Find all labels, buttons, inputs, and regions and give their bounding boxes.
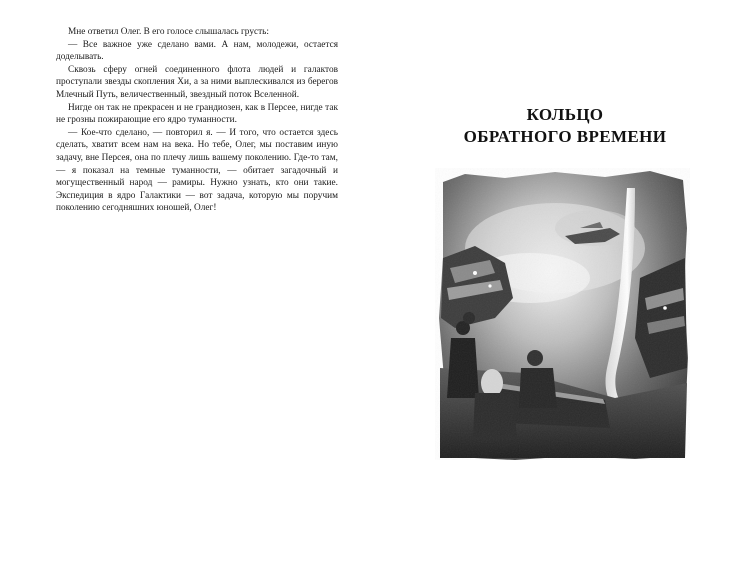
chapter-title (435, 104, 695, 148)
right-page (375, 0, 750, 561)
paragraph: — Кое-что сделано, — повторил я. — И того, что остается здесь сделать, хватит всем нам на века. Но тебе, Олег, мы поставим иную задачу, вне Персея, она по плечу лишь вашему поколению. Где-то там, — я показал на темные туманности, — обитает загадочный и могущественный народ — рамиры. Нужно узнать, кто они такие. Экспедиция в ядро Галактики — вот задача, которую мы поручим поколению сегодняшних юношей, Олег! (56, 127, 338, 214)
body-text (56, 26, 338, 215)
paragraph: Сквозь сферу огней соединенного флота людей и галактов проступали звезды скопления Хи, а за ними выплескивался из берегов Млечный Путь, величественный, звездный поток Вселенной. (56, 64, 338, 100)
chapter-title-line-1: КОЛЬЦО (526, 105, 604, 124)
paragraph: Мне ответил Олег. В его голосе слышалась грусть: (68, 27, 269, 37)
space-station-window-illustration (435, 168, 690, 460)
illustration-svg (435, 168, 690, 460)
paragraph: — Все важное уже сделано вами. А нам, молодежи, остается доделывать. (56, 39, 338, 63)
chapter-title-line-2: ОБРАТНОГО ВРЕМЕНИ (463, 127, 667, 146)
paragraph: Нигде он так не прекрасен и не грандиозен, как в Персее, нигде так не грозны пожирающие его ядро туманности. (56, 102, 338, 126)
